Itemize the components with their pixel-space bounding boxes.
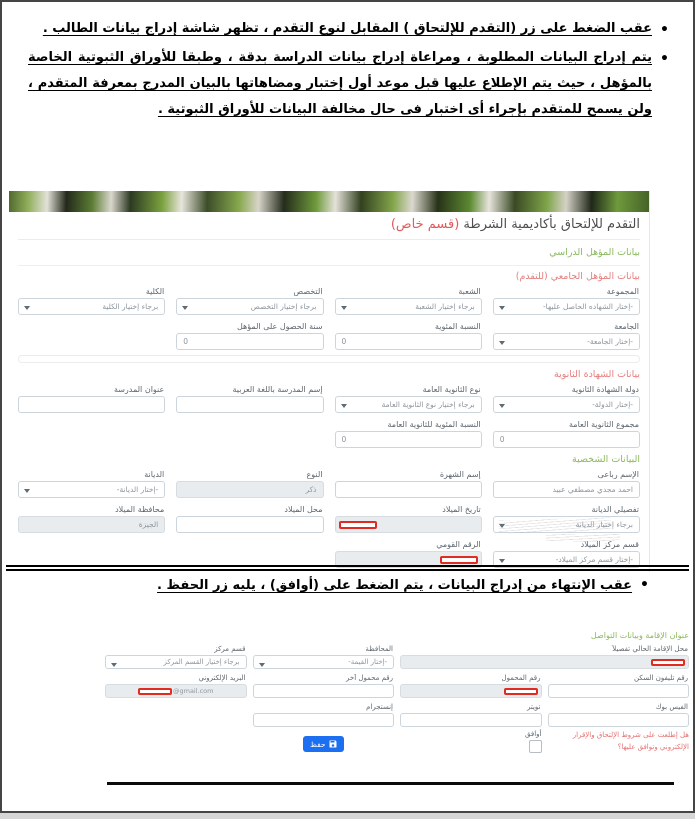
- form-cell: [18, 467, 165, 498]
- select-field[interactable]: [176, 298, 323, 315]
- form-cell: [493, 319, 640, 350]
- form-cell: [105, 701, 247, 727]
- contact-fields-grid: [103, 643, 691, 727]
- form-cell: [176, 502, 323, 533]
- field-label: نوع الثانوية العامة: [422, 385, 481, 394]
- save-icon: [329, 740, 337, 748]
- form-cell: [335, 319, 482, 350]
- field-label: قسم مركز: [214, 645, 246, 653]
- select-field[interactable]: [493, 298, 640, 315]
- field-label: إسم المدرسة باللغة العربية: [232, 385, 323, 394]
- text-field[interactable]: [18, 516, 165, 533]
- chevron-down-icon: [111, 663, 117, 667]
- form-cell: [400, 643, 689, 669]
- bullet-marker: •: [640, 577, 649, 593]
- field-value: برجاء إختيار الكلية: [102, 302, 159, 311]
- field-label: رقم محمول آخر: [346, 674, 393, 682]
- select-field[interactable]: [253, 655, 395, 669]
- form-cell: [176, 284, 323, 315]
- select-field[interactable]: [493, 333, 640, 350]
- form-cell: [253, 672, 395, 698]
- form-cell: [493, 382, 640, 413]
- contact-form-screenshot: [103, 631, 691, 753]
- select-field[interactable]: [493, 396, 640, 413]
- text-field[interactable]: [548, 713, 690, 727]
- redaction-box: [651, 659, 685, 666]
- form-cell: [335, 467, 482, 498]
- field-label: محافظة الميلاد: [115, 505, 165, 514]
- form-row: [9, 467, 649, 498]
- form-cell: [176, 537, 323, 568]
- field-label: الديانة: [144, 470, 165, 479]
- text-field[interactable]: [400, 655, 689, 669]
- chevron-down-icon: [259, 663, 265, 667]
- form-cell: [400, 672, 542, 698]
- field-value: الجيزة: [138, 520, 159, 529]
- chevron-down-icon: [24, 489, 30, 493]
- text-field[interactable]: [400, 713, 542, 727]
- form-cell: [548, 672, 690, 698]
- field-value: برجاء إختيار القسم المركز: [163, 658, 240, 666]
- form-row: [9, 382, 649, 413]
- redaction-box: [339, 521, 377, 529]
- text-field[interactable]: [335, 431, 482, 448]
- field-label: النسبة المئوية للثانوية العامة: [387, 420, 481, 429]
- form-cell: [335, 537, 482, 568]
- field-value: 0: [341, 337, 347, 346]
- field-label: المجموعة: [606, 287, 639, 296]
- field-label: الفيس بوك: [655, 703, 688, 711]
- field-label: تويتر: [527, 703, 541, 711]
- form-row: [103, 672, 691, 698]
- field-value: 0: [183, 337, 189, 346]
- form-title: [18, 217, 640, 240]
- field-label: البريد الإلكتروني: [198, 674, 246, 682]
- form-cell: [18, 537, 165, 568]
- form-cell: [176, 417, 323, 448]
- field-label: إنستجرام: [366, 703, 393, 711]
- save-button-label: حفظ: [309, 739, 326, 749]
- select-field[interactable]: [335, 298, 482, 315]
- redaction-box: [504, 688, 538, 695]
- form-cell: [493, 417, 640, 448]
- section-heading-academic: بيانات المؤهل الدراسي: [18, 247, 640, 266]
- field-label: رقم تليفون السكن: [633, 674, 688, 682]
- instruction-item: [28, 45, 667, 123]
- text-field[interactable]: [493, 481, 640, 498]
- field-label: النوع: [306, 470, 323, 479]
- text-field[interactable]: [335, 516, 482, 533]
- chevron-down-icon: [24, 306, 30, 310]
- field-value: @gmail.com: [172, 687, 214, 695]
- text-field[interactable]: [493, 431, 640, 448]
- form-cell: [18, 319, 165, 350]
- text-field[interactable]: [400, 684, 542, 698]
- chevron-down-icon: [341, 306, 347, 310]
- form-cell: [335, 417, 482, 448]
- text-field[interactable]: [18, 396, 165, 413]
- double-line-divider: [6, 565, 689, 571]
- field-label: دولة الشهادة الثانوية: [571, 385, 639, 394]
- field-label: الرقم القومي: [436, 540, 481, 549]
- form-cell: [335, 284, 482, 315]
- form-row: [103, 643, 691, 669]
- field-value: ذكر: [305, 485, 317, 494]
- field-label: التخصص: [293, 287, 323, 296]
- field-label: تاريخ الميلاد: [442, 505, 481, 514]
- form-cell: [253, 701, 395, 727]
- form-row: [9, 417, 649, 448]
- form-cell: [176, 319, 323, 350]
- section-heading-personal: البيانات الشخصية: [571, 454, 640, 465]
- form-cell: [335, 382, 482, 413]
- bullet-marker: •: [660, 22, 669, 38]
- save-button-cell: [253, 730, 395, 753]
- text-field[interactable]: [253, 684, 395, 698]
- form-title-text: التقدم للإلتحاق بأكاديمية الشرطة: [463, 217, 640, 232]
- section-divider: [18, 355, 640, 363]
- field-label: الكلية: [145, 287, 165, 296]
- field-label: الشعبة: [458, 287, 481, 296]
- instruction-text: عقب الإنتهاء من إدراج البيانات ، يتم الضغط على (أوافق) ، يليه زر الحفظ .: [157, 578, 633, 593]
- field-label: تفصيلي الديانة: [591, 505, 639, 514]
- field-label: محل الميلاد: [284, 505, 323, 514]
- field-value: -إختار القيمة-: [348, 658, 387, 666]
- text-field[interactable]: [105, 684, 247, 698]
- field-label: الجامعة: [614, 322, 639, 331]
- select-field[interactable]: [105, 655, 247, 669]
- section-heading-contact: عنوان الإقامة وبيانات التواصل: [590, 631, 689, 640]
- form-cell: [548, 701, 690, 727]
- instruction-text: يتم إدراج البيانات المطلوبة ، ومراعاة إدراج بيانات الدراسة بدقة ، وطبقا للأوراق الثبوتية الخاصة بالمؤهل ، حيث يتم الإطلاع عليها قبل موعد أول إختبار ومضاهاتها بالبيان المدرج بمعرفة المتقدم ، ولن يسمح للمتقدم بإجراء أى اختبار فى حال مخالفة البيانات للأوراق الثبوتية .: [28, 50, 652, 117]
- agree-label: أوافق: [525, 730, 542, 738]
- field-value: برجاء إختيار الشعبة: [415, 302, 475, 311]
- field-label: المحافظة: [365, 645, 393, 653]
- field-label: النسبة المئوية: [434, 322, 481, 331]
- field-value: -إختار الشهاده الحاصل عليها-: [542, 302, 633, 311]
- redaction-box: [138, 688, 172, 695]
- field-value: -إختار الديانة-: [116, 485, 159, 494]
- form-cell: [335, 502, 482, 533]
- field-label: عنوان المدرسة: [113, 385, 165, 394]
- form-cell: [105, 672, 247, 698]
- field-value: 0: [499, 435, 505, 444]
- university-fields-grid: [9, 284, 649, 350]
- personal-fields-grid: [9, 467, 649, 568]
- field-value: برجاء إختيار نوع الثانوية العامة: [381, 400, 475, 409]
- field-value: -إختار الجامعة-: [587, 337, 633, 346]
- field-label: الإسم رباعى: [597, 470, 639, 479]
- terms-question: هل إطلعت على شروط الإلتحاق والإقرار الإلكتروني وتوافق عليها؟: [572, 731, 689, 751]
- bottom-rule: [107, 782, 674, 785]
- form-row: [9, 284, 649, 315]
- chevron-down-icon: [182, 306, 188, 310]
- instruction-item: [28, 16, 667, 42]
- text-field[interactable]: [176, 481, 323, 498]
- academy-banner-photo: [9, 191, 649, 212]
- field-label: محل الإقامة الحالي تفصيلاً: [612, 645, 688, 653]
- field-label: قسم مركز الميلاد: [580, 540, 639, 549]
- agree-row: [103, 730, 691, 753]
- field-label: رقم المحمول: [501, 674, 541, 682]
- form-row: [103, 701, 691, 727]
- chevron-down-icon: [499, 404, 505, 408]
- form-cell: [105, 643, 247, 669]
- field-value: -إختار الدولة-: [592, 400, 633, 409]
- text-field[interactable]: [335, 481, 482, 498]
- select-field[interactable]: [335, 396, 482, 413]
- section-heading-secondary: بيانات الشهادة الثانوية: [553, 369, 640, 380]
- form-title-badge: (قسم خاص): [390, 217, 460, 232]
- field-value: احمد مجدي مصطفي عبيد: [552, 485, 633, 494]
- chevron-down-icon: [499, 559, 505, 563]
- chevron-down-icon: [499, 341, 505, 345]
- field-value: -إختار قسم مركز الميلاد-: [555, 555, 633, 564]
- secondary-fields-grid: [9, 382, 649, 448]
- handwriting-artifact: [546, 534, 620, 542]
- field-value: 0: [341, 435, 347, 444]
- redaction-box: [440, 556, 478, 564]
- save-button[interactable]: [303, 736, 344, 752]
- text-field[interactable]: [176, 516, 323, 533]
- agree-cell: [400, 730, 542, 753]
- text-field[interactable]: [176, 333, 323, 350]
- instruction-note: [46, 577, 649, 593]
- form-cell: [253, 643, 395, 669]
- form-row: [9, 319, 649, 350]
- field-value: برجاء إختيار التخصص: [250, 302, 317, 311]
- form-cell: [400, 701, 542, 727]
- select-field[interactable]: [18, 298, 165, 315]
- form-cell: [18, 502, 165, 533]
- form-cell: [18, 284, 165, 315]
- chevron-down-icon: [341, 404, 347, 408]
- form-cell: [493, 284, 640, 315]
- field-label: مجموع الثانوية العامة: [569, 420, 639, 429]
- text-field[interactable]: [548, 684, 690, 698]
- form-cell: [176, 467, 323, 498]
- form-cell: [493, 467, 640, 498]
- form-cell: [18, 417, 165, 448]
- text-field[interactable]: [176, 396, 323, 413]
- instruction-text: عقب الضغط على زر (التقدم للإلتحاق ) المقابل لنوع التقدم ، تظهر شاشة إدراج بيانات الطالب .: [42, 21, 652, 36]
- field-label: سنة الحصول على المؤهل: [236, 322, 323, 331]
- chevron-down-icon: [499, 306, 505, 310]
- bullet-marker: •: [660, 51, 669, 67]
- section-heading-university: بيانات المؤهل الجامعي (للتقدم): [515, 271, 640, 282]
- select-field[interactable]: [18, 481, 165, 498]
- field-label: إسم الشهرة: [439, 470, 481, 479]
- text-field[interactable]: [335, 333, 482, 350]
- agree-checkbox[interactable]: [529, 740, 542, 753]
- text-field[interactable]: [253, 713, 395, 727]
- instructions-list: [28, 16, 667, 126]
- field-value: برجاء إختيار الديانة: [575, 520, 633, 529]
- form-cell: [18, 382, 165, 413]
- form-cell: [176, 382, 323, 413]
- application-form-screenshot: [9, 191, 650, 572]
